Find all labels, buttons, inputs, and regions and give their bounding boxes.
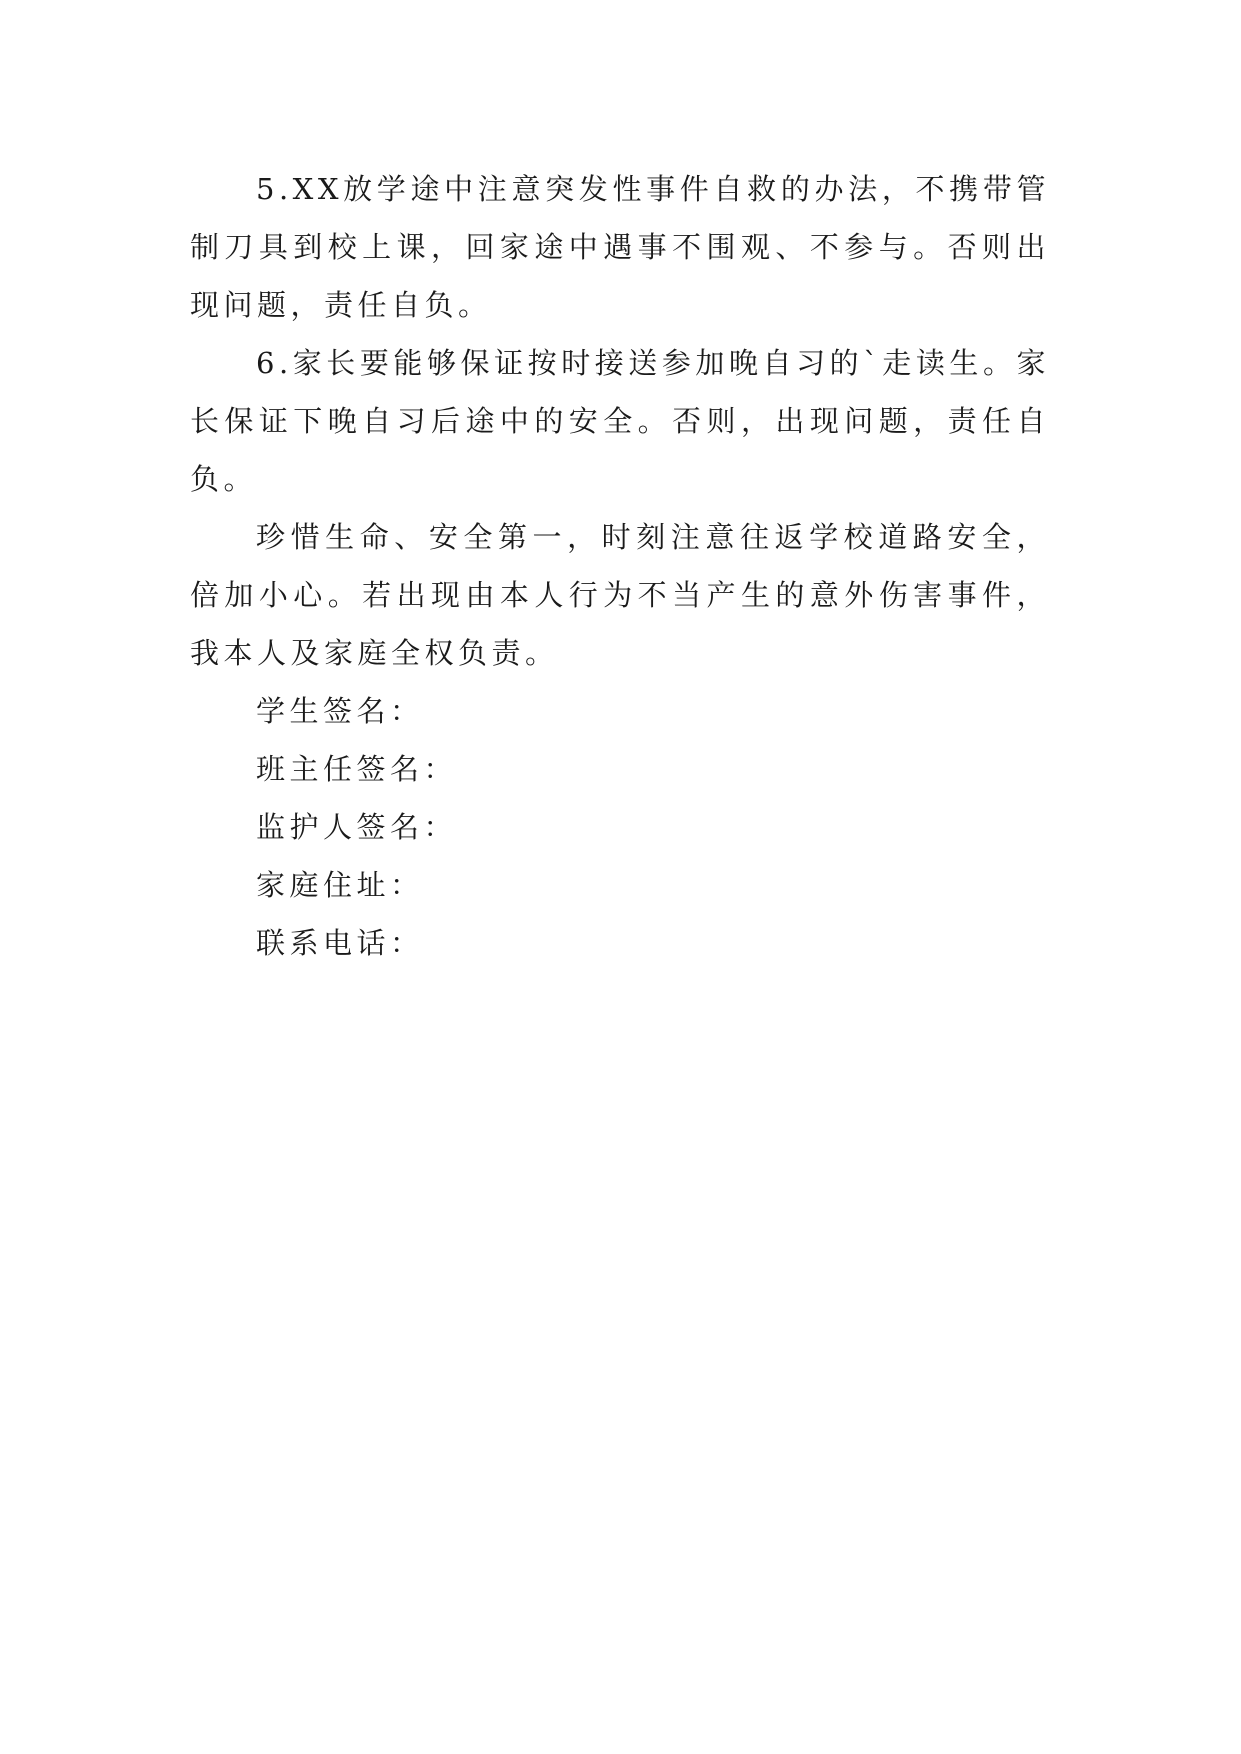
home-address-label: 家庭住址： [256,868,424,902]
paragraph-item-5: 5.XX放学途中注意突发性事件自救的办法，不携带管制刀具到校上课，回家途中遇事不围观、不参与。否则出现问题，责任自负。 [190,172,1050,322]
guardian-signature-label: 监护人签名： [256,810,458,844]
phone-label: 联系电话： [256,926,424,960]
document-body [190,160,1050,972]
paragraph-item-6: 6.家长要能够保证按时接送参加晚自习的`走读生。家长保证下晚自习后途中的安全。否则，出现问题，责任自负。 [190,346,1050,496]
student-signature-label: 学生签名： [256,694,424,728]
head-teacher-signature-label: 班主任签名： [256,752,458,786]
paragraph-safety-statement: 珍惜生命、安全第一，时刻注意往返学校道路安全，倍加小心。若出现由本人行为不当产生的意外伤害事件，我本人及家庭全权负责。 [190,520,1050,670]
